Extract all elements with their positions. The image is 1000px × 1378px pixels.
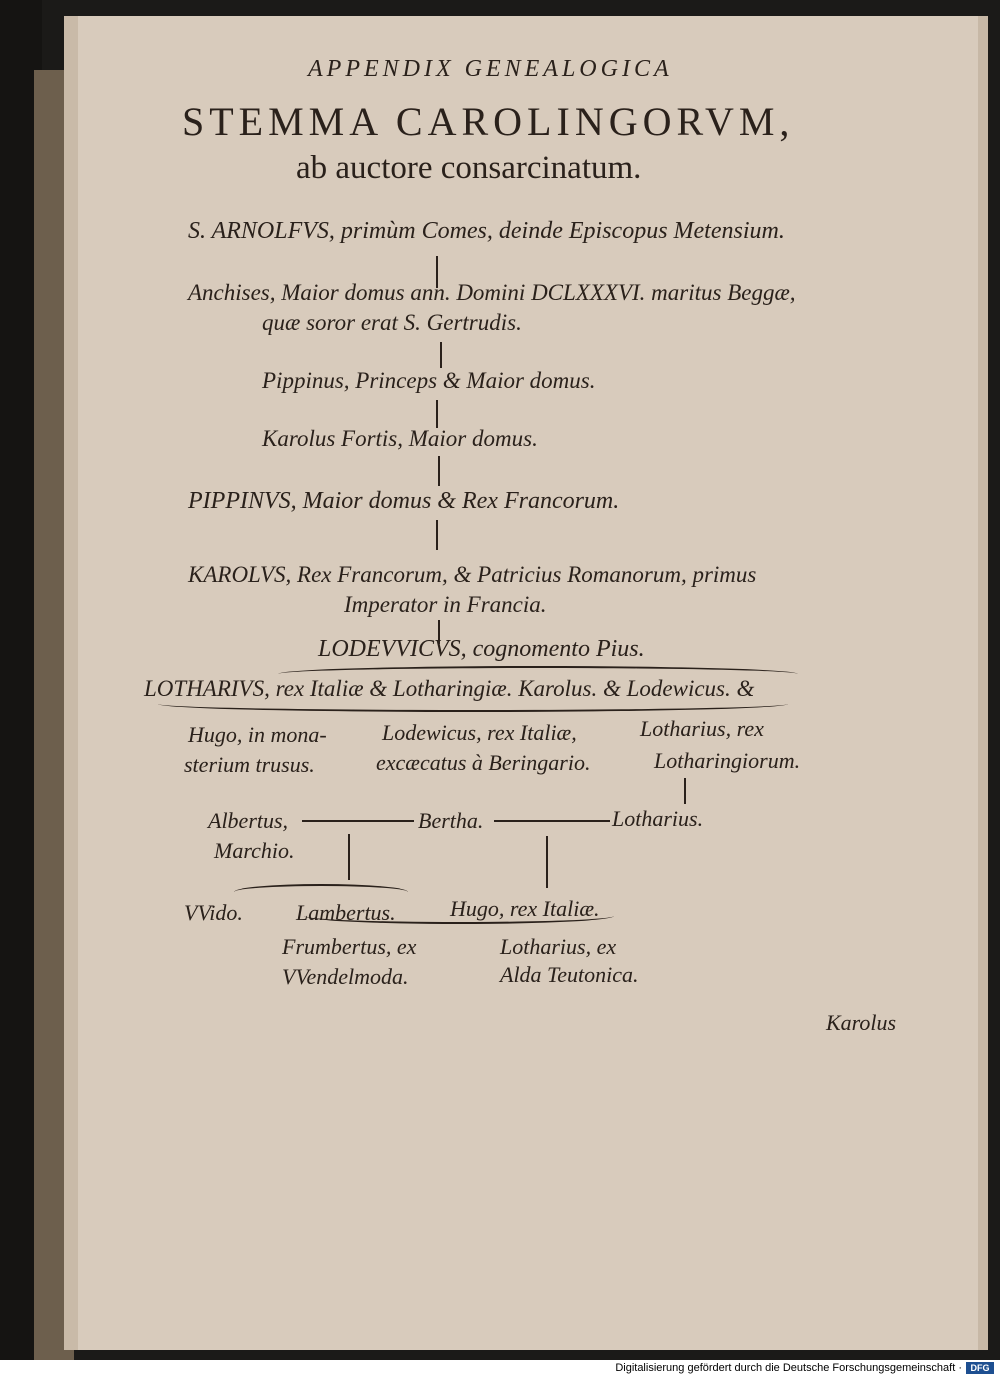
entry-hugo-line2: sterium trusus. [184,752,315,777]
book-page [64,16,988,1350]
entry-karolus-line2: Imperator in Francia. [344,592,547,617]
entry-lodewicus-rex-line1: Lodewicus, rex Italiæ, [382,720,577,745]
descent-line [436,400,438,428]
entry-lotharius-rex-line2: Lotharingiorum. [654,748,801,773]
entry-frumbertus-line1: Frumbertus, ex [282,934,417,959]
digitization-credit: Digitalisierung gefördert durch die Deutsche Forschungsgemeinschaft · [615,1362,962,1374]
entry-karolus-line1: KAROLVS, Rex Francorum, & Patricius Romanorum, primus [188,562,757,587]
descent-line [546,836,548,888]
entry-hugo-rex: Hugo, rex Italiæ. [450,896,600,921]
page-subtitle: ab auctore consarcinatum. [296,150,642,186]
entry-lotharius-2: Lotharius. [612,806,704,831]
descent-line [684,778,686,804]
descent-line [348,834,350,880]
page-right-edge [978,16,988,1350]
dfg-logo: DFG [966,1362,994,1374]
entry-pippinus: Pippinus, Princeps & Maior domus. [262,368,596,393]
marriage-line [494,820,610,822]
entry-lotharius-rex-line1: Lotharius, rex [640,716,764,741]
entry-anchises-line2: quæ soror erat S. Gertrudis. [262,310,522,335]
entry-bertha: Bertha. [418,808,484,833]
page-title: STEMMA CAROLINGORVM, [182,99,795,144]
entry-anchises-line1: Anchises, Maior domus ann. Domini DCLXXXVI. maritus Beggæ, [188,280,796,305]
entry-albertus-line1: Albertus, [208,808,289,833]
entry-lodewicus-rex-line2: excæcatus à Beringario. [376,750,591,775]
lotharius-sons-brace [158,704,788,712]
entry-lotharius-ex-line1: Lotharius, ex [500,934,617,959]
entry-wido: VVido. [184,900,243,925]
entry-karolus-fortis: Karolus Fortis, Maior domus. [262,426,538,451]
entry-lodewicus: LODEVVICVS, cognomento Pius. [318,636,645,662]
entry-pippinus-rex: PIPPINVS, Maior domus & Rex Francorum. [188,488,620,514]
appendix-heading: APPENDIX GENEALOGICA [308,56,673,82]
entry-albertus-line2: Marchio. [214,838,295,863]
entry-hugo-line1: Hugo, in mona- [188,722,327,747]
entry-arnolfus: S. ARNOLFVS, primùm Comes, deinde Episcopus Metensium. [188,218,785,244]
sons-brace [278,666,798,674]
albertus-sons-brace [234,884,408,892]
catchword: Karolus [826,1010,897,1035]
entry-lambertus: Lambertus. [296,900,396,925]
descent-line [436,520,438,550]
entry-lotharius-line: LOTHARIVS, rex Italiæ & Lotharingiæ. Karolus. & Lodewicus. & [144,676,755,701]
entry-frumbertus-line2: VVendelmoda. [282,964,409,989]
descent-line [438,456,440,486]
marriage-line [302,820,414,822]
descent-line [440,342,442,368]
page-gutter-shadow [64,16,78,1350]
entry-lotharius-ex-line2: Alda Teutonica. [500,962,639,987]
